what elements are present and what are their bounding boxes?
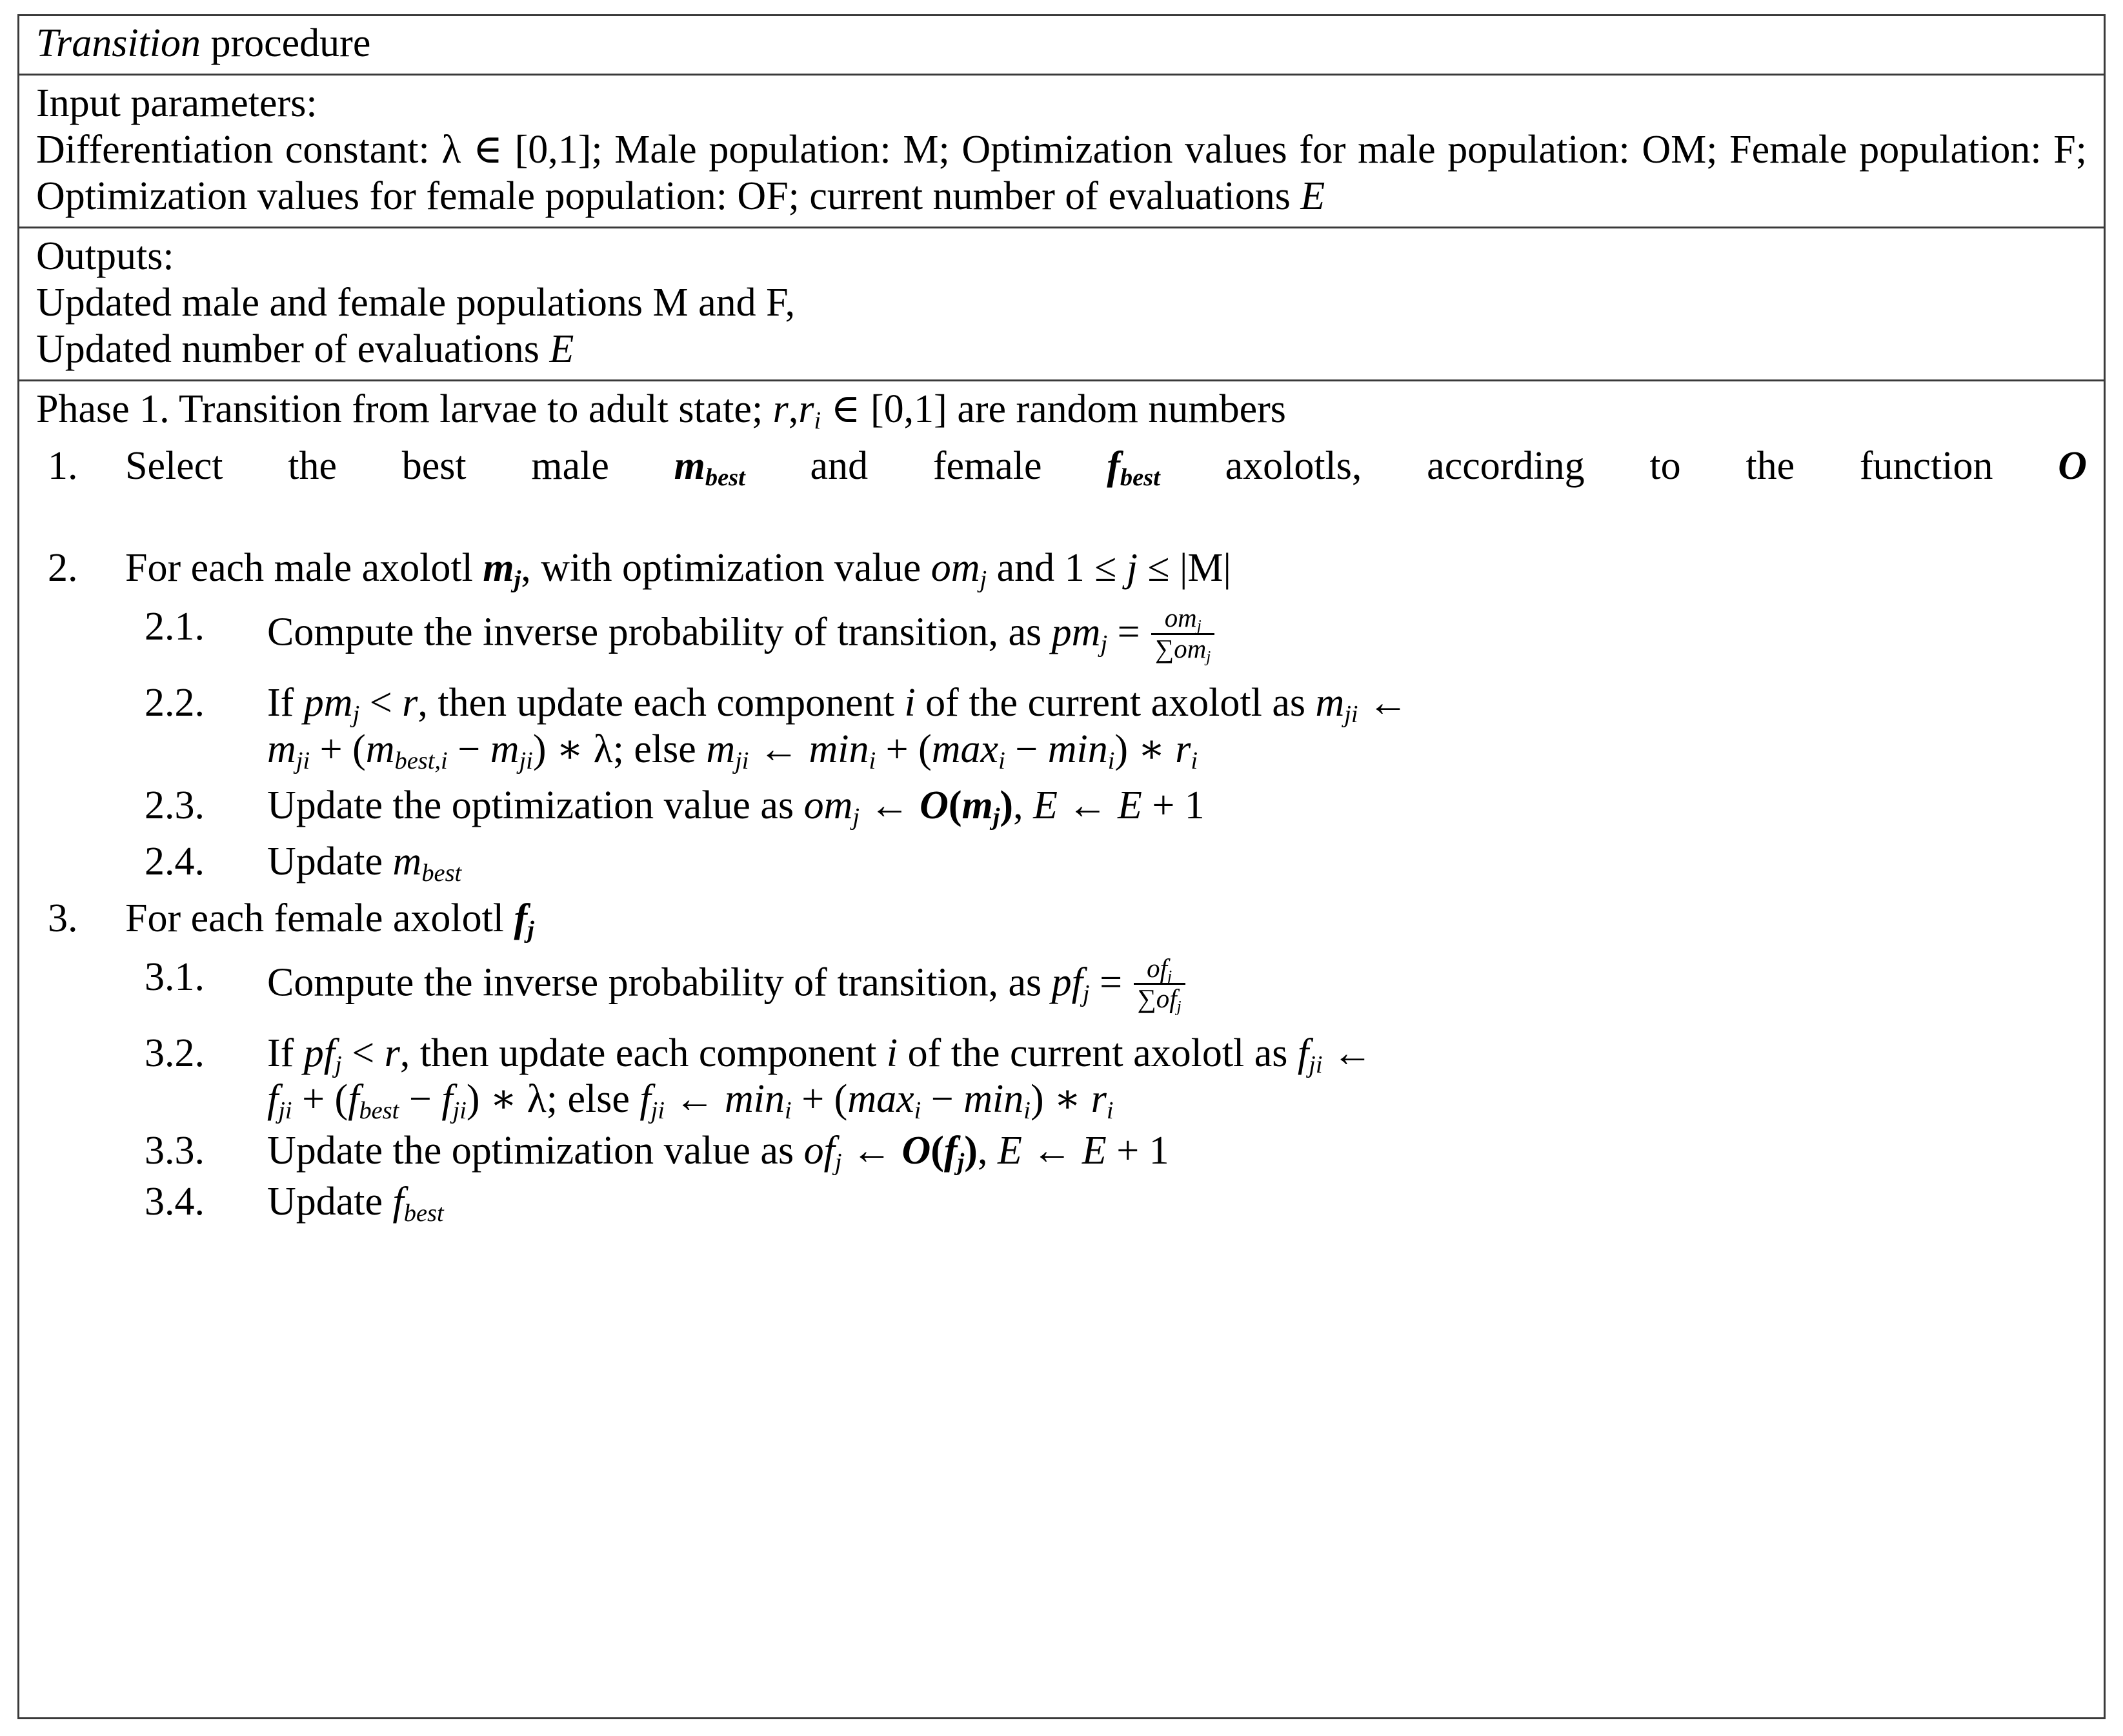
spacer xyxy=(36,885,2087,896)
f-best-base: f xyxy=(1107,443,1120,488)
spacer xyxy=(36,535,2087,545)
pm-j-sub: j xyxy=(1100,630,1108,658)
assign-arrow-2: ← xyxy=(749,727,809,771)
close-paren-times-3: ) ∗ xyxy=(466,1077,527,1122)
sigma-icon: ∑ xyxy=(1137,984,1156,1014)
component-i-2: i xyxy=(886,1031,898,1076)
objective-function-ref-2: O xyxy=(901,1128,931,1173)
outputs-evaluations-variable: E xyxy=(549,327,574,371)
min-i-2-sub: i xyxy=(1107,747,1115,774)
f-best-sub: best xyxy=(1120,463,1160,491)
close-paren-times-4: ) ∗ xyxy=(1030,1077,1091,1122)
min-i-1-base: min xyxy=(809,727,869,771)
random-ri-ref-2-sub: i xyxy=(1106,1097,1114,1125)
objective-function-ref: O xyxy=(920,783,949,828)
outputs-evaluations-text: Updated number of evaluations xyxy=(36,327,550,371)
component-i: i xyxy=(904,681,916,725)
step-1-text-1: Select the best male xyxy=(125,443,674,488)
f-best-update-sub: best xyxy=(403,1199,444,1227)
minus-sign-1: − xyxy=(447,727,490,771)
f-j-base: f xyxy=(514,896,528,940)
step-2-4-body xyxy=(267,839,2087,885)
assign-arrow-7: ← xyxy=(841,1128,902,1173)
f-j-sub: j xyxy=(527,916,534,944)
f-best-symbol xyxy=(1107,443,1160,491)
pm-numer-base: om xyxy=(1164,603,1197,633)
phase-1-header xyxy=(36,387,2087,433)
m-j-symbol xyxy=(483,546,521,594)
f-ji-rhs-base: f xyxy=(441,1077,453,1122)
step-2-4 xyxy=(36,839,2087,885)
pm-j-ref-sub: j xyxy=(352,701,360,729)
spacer xyxy=(36,829,2087,839)
m-j-arg xyxy=(961,783,1000,831)
step-3-4-body xyxy=(267,1179,2087,1225)
max-i-2-base: max xyxy=(847,1077,914,1122)
f-ji-rhs xyxy=(441,1077,467,1125)
step-3-4-number: 3.4. xyxy=(145,1179,205,1224)
max-i-sub: i xyxy=(998,747,1005,774)
spacer xyxy=(36,1015,2087,1031)
of-j-update-base: of xyxy=(803,1128,835,1173)
else-keyword-1: ; else xyxy=(612,727,707,771)
phase-1-section xyxy=(19,379,2104,1229)
max-i xyxy=(931,727,1005,774)
step-3-4-text: Update xyxy=(267,1179,393,1224)
f-ji-else-base: f xyxy=(639,1077,651,1122)
min-i-3-base: min xyxy=(725,1077,785,1122)
step-2-2-text-2: , then update each component xyxy=(418,681,905,725)
pm-denom-sub: j xyxy=(1206,647,1211,666)
om-j-symbol xyxy=(931,546,987,594)
f-ji-sub: ji xyxy=(1309,1051,1323,1079)
min-i-2-base: min xyxy=(1047,727,1108,771)
phase-1-comma: , xyxy=(788,387,799,431)
close-paren-times-2: ) ∗ xyxy=(1114,727,1176,771)
input-text-p1: Differentiation constant: xyxy=(36,128,442,172)
of-j-update-sub: j xyxy=(834,1148,842,1176)
random-ri-ref-sub: i xyxy=(1191,747,1198,774)
m-best-sub: best xyxy=(705,463,745,491)
step-3-3 xyxy=(36,1128,2087,1174)
f-ji-base: f xyxy=(1297,1031,1309,1076)
step-3-2-body xyxy=(267,1031,2087,1123)
equals-sign-2: = xyxy=(1089,960,1132,1005)
plus-open-paren-2: + ( xyxy=(876,727,932,771)
close-paren-fn: ) xyxy=(1000,783,1014,828)
pm-fraction-numerator xyxy=(1151,605,1214,633)
close-paren-fn-2: ) xyxy=(964,1128,978,1173)
f-j-arg-base: f xyxy=(943,1128,958,1173)
min-i-4-base: min xyxy=(963,1077,1024,1122)
pm-j-base: pm xyxy=(1051,610,1101,654)
plus-open-paren-4: + ( xyxy=(791,1077,848,1122)
plus-one-1: + 1 xyxy=(1142,783,1205,828)
minus-sign-2: − xyxy=(1005,727,1048,771)
random-ri xyxy=(798,387,821,434)
step-2-2-line-2 xyxy=(267,727,2087,772)
step-3 xyxy=(36,896,2087,942)
step-3-2-if: If xyxy=(267,1031,304,1076)
step-2-4-text: Update xyxy=(267,840,393,884)
step-3-2 xyxy=(36,1031,2087,1123)
comma-sep-2: , xyxy=(977,1128,998,1173)
minus-sign-3: − xyxy=(399,1077,442,1122)
f-ji-symbol xyxy=(1297,1031,1323,1079)
algorithm-table xyxy=(17,14,2106,1719)
pf-j-sub: j xyxy=(1082,980,1090,1008)
lambda-ref-2: λ xyxy=(527,1077,547,1122)
index-j: j xyxy=(1126,546,1138,590)
step-1-body xyxy=(125,443,2087,536)
assign-arrow-5: ← xyxy=(1322,1031,1373,1076)
step-1-text-2: and female xyxy=(745,443,1107,488)
assign-arrow-3: ← xyxy=(860,783,920,828)
E-rhs-1: E xyxy=(1117,783,1142,828)
procedure-title-name: Transition xyxy=(36,21,201,65)
random-ri-ref-2 xyxy=(1091,1077,1114,1125)
m-best-base: m xyxy=(674,443,705,488)
step-2-2-text-3: of the current axolotl as xyxy=(915,681,1316,725)
step-2-2-body xyxy=(267,680,2087,772)
plus-open-paren-3: + ( xyxy=(292,1077,348,1122)
random-r: r xyxy=(772,387,789,431)
spacer xyxy=(36,591,2087,607)
step-2-4-number: 2.4. xyxy=(145,840,205,884)
close-paren-times: ) ∗ xyxy=(532,727,594,771)
step-2-2-line-1 xyxy=(267,680,2087,729)
f-j-symbol xyxy=(514,896,534,944)
step-2-text-2: , with optimization value xyxy=(521,546,931,590)
spacer xyxy=(36,433,2087,443)
spacer xyxy=(36,1123,2087,1128)
m-j-sub: j xyxy=(514,566,521,594)
open-paren-fn-2: ( xyxy=(931,1128,944,1173)
m-ji-else-sub: ji xyxy=(735,747,749,774)
step-2-1 xyxy=(36,603,2087,666)
m-best-symbol xyxy=(674,443,745,491)
pm-numer-sub: j xyxy=(1196,616,1202,635)
pf-j-base: pf xyxy=(1051,960,1083,1005)
step-2-2 xyxy=(36,680,2087,772)
outputs-line-evaluations xyxy=(36,327,2087,373)
plus-one-2: + 1 xyxy=(1106,1128,1169,1173)
step-2-1-text: Compute the inverse probability of transition, as xyxy=(267,610,1052,654)
step-3-2-number: 3.2. xyxy=(145,1031,205,1076)
less-than-2: < xyxy=(341,1031,385,1076)
m-best-i-base: m xyxy=(365,727,395,771)
step-2-range-upper: ≤ xyxy=(1137,546,1180,590)
random-r-ref-2: r xyxy=(384,1031,400,1076)
spacer xyxy=(36,665,2087,680)
om-j-base: om xyxy=(931,546,980,590)
step-3-1-body xyxy=(267,953,2087,1016)
phase-1-header-text: Phase 1. Transition from larvae to adult state; xyxy=(36,387,773,431)
input-parameters-section xyxy=(19,74,2104,227)
min-i-2 xyxy=(1047,727,1115,774)
step-2-text-3: and xyxy=(987,546,1065,590)
step-2-number: 2. xyxy=(48,546,78,590)
E-rhs-2: E xyxy=(1082,1128,1107,1173)
f-ji-lhs xyxy=(267,1077,292,1125)
comma-sep-1: , xyxy=(1013,783,1034,828)
min-i-1-sub: i xyxy=(869,747,876,774)
min-i-4-sub: i xyxy=(1023,1097,1031,1125)
step-2-text-1: For each male axolotl xyxy=(125,546,483,590)
min-i-4 xyxy=(963,1077,1031,1125)
plus-open-paren: + ( xyxy=(310,727,366,771)
f-ji-lhs-base: f xyxy=(267,1077,279,1122)
pf-numer-base: of xyxy=(1147,953,1167,983)
pf-numer-sub: j xyxy=(1167,967,1172,985)
m-ji-else-base: m xyxy=(706,727,736,771)
step-2-3-text: Update the optimization value as xyxy=(267,783,804,828)
pf-fraction-denominator xyxy=(1134,983,1185,1016)
om-j-sub: j xyxy=(980,566,987,594)
random-ri-sub: i xyxy=(814,407,821,434)
f-best-ref-sub: best xyxy=(359,1097,399,1125)
step-3-1 xyxy=(36,953,2087,1016)
step-2-1-body xyxy=(267,603,2087,666)
step-3-2-line-2 xyxy=(267,1076,2087,1125)
om-j-update-base: om xyxy=(803,783,853,828)
pf-fraction xyxy=(1134,953,1185,1016)
step-1-number: 1. xyxy=(48,443,78,488)
step-3-4 xyxy=(36,1179,2087,1225)
evaluations-variable: E xyxy=(1300,174,1325,218)
f-ji-lhs-sub: ji xyxy=(278,1097,292,1125)
f-best-ref-base: f xyxy=(348,1077,359,1122)
f-ji-else-sub: ji xyxy=(650,1097,665,1125)
step-3-text: For each female axolotl xyxy=(125,896,514,940)
om-j-update-sub: j xyxy=(852,803,860,831)
random-ri-base: r xyxy=(798,387,814,431)
pf-denom-sub: j xyxy=(1176,997,1182,1016)
step-3-2-line-1 xyxy=(267,1031,2087,1079)
assign-arrow-6: ← xyxy=(665,1077,725,1122)
max-i-2-sub: i xyxy=(914,1097,921,1125)
step-3-3-body xyxy=(267,1128,2087,1174)
min-i-3-sub: i xyxy=(785,1097,792,1125)
step-2-body xyxy=(125,545,2087,594)
pf-denom-base: of xyxy=(1156,984,1177,1014)
m-j-arg-sub: j xyxy=(992,803,1000,831)
min-i-3 xyxy=(725,1077,792,1125)
m-best-i-sub: best,i xyxy=(394,747,448,774)
outputs-heading: Outputs: xyxy=(36,234,174,278)
phase-1-header-post: ∈ [0,1] are random numbers xyxy=(821,387,1286,431)
assign-arrow-8: ← xyxy=(1021,1128,1082,1173)
title-section xyxy=(19,16,2104,74)
pm-j-ref xyxy=(303,681,360,729)
lambda-symbol: λ xyxy=(441,128,461,172)
else-keyword-2: ; else xyxy=(546,1077,640,1122)
m-ji-rhs-base: m xyxy=(490,727,519,771)
pm-j-ref-base: pm xyxy=(303,681,353,725)
of-j-update xyxy=(803,1128,842,1176)
m-ji-lhs-sub: ji xyxy=(296,747,310,774)
step-3-1-text: Compute the inverse probability of transition, as xyxy=(267,960,1052,1005)
step-3-body xyxy=(125,896,2087,942)
m-ji-rhs xyxy=(490,727,533,774)
step-2-3 xyxy=(36,783,2087,829)
random-ri-ref xyxy=(1175,727,1198,774)
random-r-ref: r xyxy=(402,681,418,725)
m-ji-sub: ji xyxy=(1344,701,1358,729)
spacer xyxy=(36,772,2087,783)
input-text-p2: ∈ [0,1]; Male population: M; Optimization values for male population: OM; Female population: F; Optimization values for female population: OF; current number of evaluations xyxy=(36,128,2087,218)
outputs-line-populations: Updated male and female populations M and F, xyxy=(36,280,796,325)
max-i-base: max xyxy=(931,727,999,771)
f-ji-else xyxy=(639,1077,665,1125)
step-2 xyxy=(36,545,2087,594)
max-i-2 xyxy=(847,1077,921,1125)
pm-j-symbol xyxy=(1051,610,1108,658)
m-j-arg-base: m xyxy=(961,783,993,828)
minus-sign-4: − xyxy=(921,1077,964,1122)
sigma-icon: ∑ xyxy=(1155,634,1174,663)
equals-sign: = xyxy=(1107,610,1151,654)
om-j-update xyxy=(803,783,860,831)
input-parameters-text xyxy=(36,127,2087,220)
spacer xyxy=(36,1174,2087,1179)
pm-denom-base: om xyxy=(1174,634,1207,663)
f-j-arg-sub: j xyxy=(957,1148,965,1176)
m-best-update-base: m xyxy=(392,840,422,884)
m-best-update xyxy=(392,840,462,887)
f-ji-rhs-sub: ji xyxy=(452,1097,467,1125)
step-1 xyxy=(36,443,2087,536)
m-best-i-symbol xyxy=(365,727,448,774)
m-ji-rhs-sub: ji xyxy=(519,747,533,774)
step-3-1-number: 3.1. xyxy=(145,954,205,999)
m-ji-base: m xyxy=(1315,681,1345,725)
pm-fraction xyxy=(1151,603,1214,666)
m-ji-lhs-base: m xyxy=(267,727,296,771)
step-2-2-if: If xyxy=(267,681,304,725)
outputs-section xyxy=(19,227,2104,379)
f-best-update xyxy=(392,1179,444,1227)
f-best-ref xyxy=(348,1077,399,1125)
m-ji-else xyxy=(706,727,749,774)
less-than: < xyxy=(359,681,403,725)
step-2-2-number: 2.2. xyxy=(145,681,205,725)
m-ji-symbol xyxy=(1315,681,1358,729)
step-3-2-text-3: of the current axolotl as xyxy=(898,1031,1298,1076)
random-ri-ref-base: r xyxy=(1175,727,1191,771)
lambda-ref-1: λ xyxy=(593,727,613,771)
step-3-3-number: 3.3. xyxy=(145,1128,205,1173)
input-parameters-heading: Input parameters: xyxy=(36,81,317,126)
f-best-update-base: f xyxy=(392,1179,404,1224)
min-i-1 xyxy=(809,727,876,774)
E-lhs-2: E xyxy=(997,1128,1022,1173)
step-2-range-lower: 1 ≤ xyxy=(1064,546,1127,590)
m-ji-lhs xyxy=(267,727,310,774)
pf-fraction-numerator xyxy=(1134,955,1185,984)
assign-arrow-1: ← xyxy=(1358,681,1409,725)
male-population-cardinality: |M| xyxy=(1179,546,1231,590)
m-j-base: m xyxy=(483,546,514,590)
procedure-title xyxy=(36,20,2087,67)
f-j-arg xyxy=(943,1128,965,1176)
step-3-3-text: Update the optimization value as xyxy=(267,1128,804,1173)
step-3-2-text-2: , then update each component xyxy=(399,1031,887,1076)
procedure-title-rest: procedure xyxy=(201,21,371,65)
objective-function-symbol: O xyxy=(2058,443,2088,488)
random-ri-ref-2-base: r xyxy=(1091,1077,1107,1122)
pf-j-ref-base: pf xyxy=(303,1031,336,1076)
step-1-text-3: axolotls, according to the function xyxy=(1160,443,2058,488)
pm-fraction-denominator xyxy=(1151,633,1214,666)
step-2-1-number: 2.1. xyxy=(145,605,205,649)
step-2-3-number: 2.3. xyxy=(145,783,205,828)
spacer xyxy=(36,942,2087,957)
pf-j-symbol xyxy=(1051,960,1090,1008)
step-2-3-body xyxy=(267,783,2087,829)
pf-j-ref-sub: j xyxy=(335,1051,342,1079)
open-paren-fn: ( xyxy=(948,783,962,828)
pf-j-ref xyxy=(303,1031,342,1079)
assign-arrow-4: ← xyxy=(1057,783,1118,828)
step-3-number: 3. xyxy=(48,896,78,940)
E-lhs-1: E xyxy=(1033,783,1058,828)
m-best-update-sub: best xyxy=(421,860,462,887)
